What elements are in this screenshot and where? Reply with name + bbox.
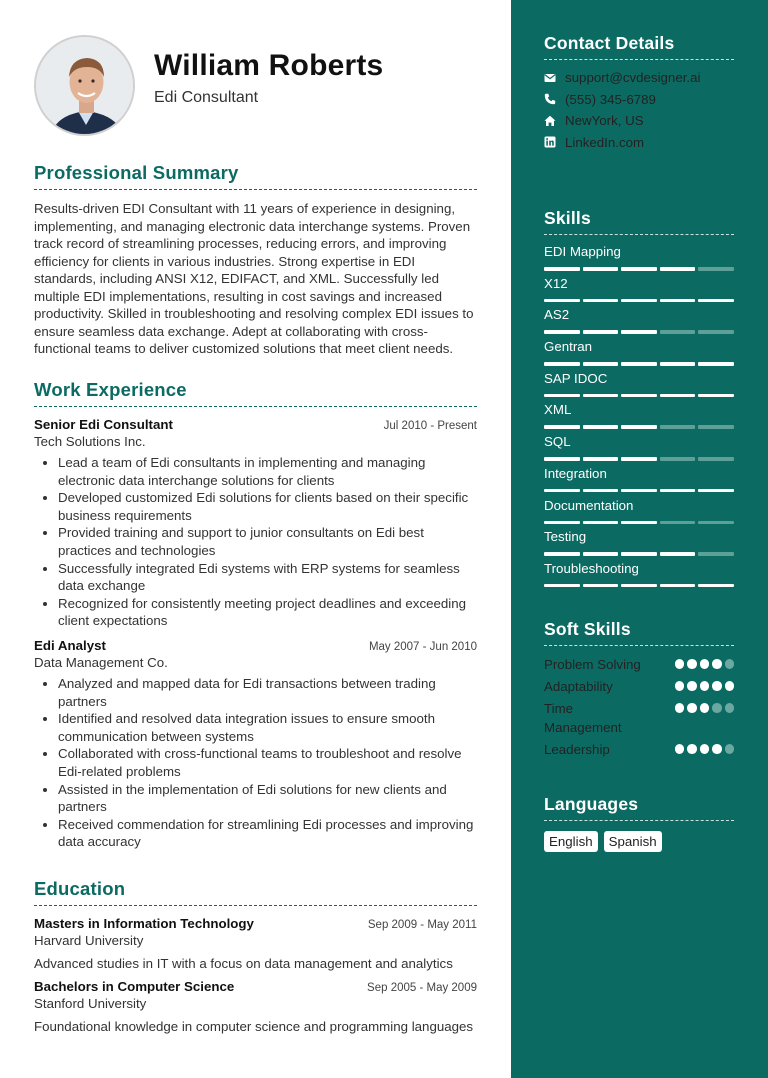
skill-name: X12 [544, 275, 568, 291]
soft-skill-name: Leadership [544, 742, 610, 757]
skill-level-bar [544, 552, 734, 556]
skill-level-segment [698, 330, 734, 334]
skill-level-segment [698, 489, 734, 493]
job-bullet: • Received commendation for streamlining Edi processes and improving data accuracy [58, 816, 477, 851]
contact-location [544, 110, 734, 132]
job-bullet: • Assisted in the implementation of Edi solutions for new clients and partners [58, 781, 477, 816]
skill-level-segment [544, 394, 580, 398]
skill-name: SAP IDOC [544, 370, 608, 386]
job-date: Jul 2010 - Present [383, 420, 477, 432]
education-section [34, 878, 477, 1034]
soft-skill-rating [675, 740, 735, 754]
job-bullets [34, 454, 477, 630]
job-bullet: • Collaborated with cross-functional teams to troubleshoot and resolve Edi-related problems [58, 745, 477, 780]
skill-level-segment [660, 457, 696, 461]
job-title: Senior Edi Consultant [34, 417, 173, 432]
work-title: Work Experience [34, 379, 187, 400]
soft-skill-item [544, 699, 734, 737]
skill-level-segment [544, 552, 580, 556]
language-list [544, 831, 734, 852]
skill-name: Documentation [544, 497, 634, 513]
skill-level-bar [544, 457, 734, 461]
soft-skill-rating [675, 677, 735, 691]
skill-level-segment [583, 394, 619, 398]
job-bullet: • Analyzed and mapped data for Edi transactions between trading partners [58, 675, 477, 710]
candidate-name: William Roberts [154, 49, 384, 82]
work-section [34, 379, 477, 851]
avatar-image [36, 37, 135, 136]
summary-text: Results-driven EDI Consultant with 11 years of experience in designing, implementing, and managing electronic data interchange systems. Proven track record of streamlining processes, reducing errors, and improving efficiency for clients in various industries. Strong expertise in EDI standards, including ANSI X12, EDIFACT, and XML. Successfully led multiple EDI implementations, resulting in cost savings and increased productivity. Skilled in troubleshooting and resolving complex EDI issues to ensure seamless data exchange. Adept at collaborating with cross-functional teams to deliver customized solutions that meet client needs. [34, 201, 474, 356]
job-title: Edi Analyst [34, 637, 106, 653]
soft-skill-item [544, 740, 734, 759]
skill-level-segment [544, 267, 580, 271]
rating-dot [725, 744, 735, 754]
skill-level-segment [583, 584, 619, 588]
school-name: Harvard University [34, 933, 144, 948]
skill-level-bar [544, 489, 734, 493]
skill-level-bar [544, 267, 734, 271]
skill-item [544, 497, 734, 529]
contact-linkedin[interactable] [544, 132, 734, 154]
skill-level-segment [621, 521, 657, 525]
skill-level-segment [583, 425, 619, 429]
skill-item [544, 275, 734, 307]
contact-linkedin-text: LinkedIn.com [565, 134, 645, 150]
education-date: Sep 2005 - May 2009 [367, 982, 477, 994]
degree-title: Masters in Information Technology [34, 916, 254, 931]
skill-level-segment [621, 362, 657, 366]
rating-dot [700, 681, 710, 691]
skill-level-segment [621, 489, 657, 493]
skill-level-segment [698, 584, 734, 588]
language-tag: Spanish [604, 831, 662, 852]
contact-title: Contact Details [544, 33, 675, 53]
skill-level-segment [583, 299, 619, 303]
skill-name: SQL [544, 434, 571, 450]
skills-divider [544, 234, 734, 235]
rating-dot [712, 703, 722, 713]
contact-phone[interactable] [544, 89, 734, 111]
skill-level-segment [698, 267, 734, 271]
skill-item [544, 401, 734, 433]
skill-level-segment [583, 489, 619, 493]
skill-level-segment [621, 425, 657, 429]
job-entry [34, 638, 477, 851]
job-bullet: • Successfully integrated Edi systems with ERP systems for seamless data exchange [58, 560, 477, 595]
rating-dot [712, 744, 722, 754]
contact-email-text: support@cvdesigner.ai [565, 70, 701, 86]
skill-name: Integration [544, 465, 607, 481]
skill-level-segment [660, 267, 696, 271]
candidate-role: Edi Consultant [154, 89, 259, 106]
skill-name: AS2 [544, 307, 570, 323]
skill-level-segment [660, 521, 696, 525]
rating-dot [675, 681, 685, 691]
contact-section [544, 33, 734, 153]
degree-title: Bachelors in Computer Science [34, 979, 235, 994]
skill-level-segment [621, 299, 657, 303]
skill-level-segment [698, 457, 734, 461]
skill-item [544, 433, 734, 465]
skill-level-segment [698, 394, 734, 398]
education-description: Advanced studies in IT with a focus on data management and analytics [34, 956, 453, 971]
contact-location-text: NewYork, US [565, 113, 644, 129]
education-date: Sep 2009 - May 2011 [367, 919, 477, 931]
skill-level-segment [621, 330, 657, 334]
skill-item [544, 560, 734, 592]
summary-title: Professional Summary [34, 162, 239, 183]
job-date: May 2007 - Jun 2010 [368, 640, 477, 653]
rating-dot [712, 659, 722, 669]
skill-item [544, 465, 734, 497]
job-bullets [34, 675, 477, 851]
skill-level-segment [544, 489, 580, 493]
skill-level-bar [544, 299, 734, 303]
soft-skills-divider [544, 645, 734, 646]
skill-name: Gentran [544, 339, 593, 355]
skill-level-segment [660, 330, 696, 334]
rating-dot [725, 659, 735, 669]
soft-skill-list [544, 655, 734, 759]
education-title: Education [34, 878, 126, 899]
skill-level-segment [660, 362, 696, 366]
skill-level-segment [621, 267, 657, 271]
skill-item [544, 528, 734, 560]
contact-divider [544, 59, 734, 60]
education-description: Foundational knowledge in computer science and programming languages [34, 1019, 474, 1034]
rating-dot [712, 681, 722, 691]
rating-dot [700, 744, 710, 754]
skill-level-segment [621, 394, 657, 398]
soft-skill-rating [675, 655, 735, 669]
skill-level-segment [660, 394, 696, 398]
rating-dot [675, 703, 685, 713]
skill-level-bar [544, 394, 734, 398]
rating-dot [687, 681, 697, 691]
job-bullet: • Identified and resolved data integration issues to ensure smooth communication between systems [58, 710, 477, 745]
education-entry [34, 916, 477, 971]
skills-title: Skills [544, 208, 591, 228]
home-icon [544, 115, 556, 127]
skill-level-bar [544, 362, 734, 366]
education-entry [34, 979, 477, 1034]
skill-level-segment [698, 362, 734, 366]
skill-level-segment [660, 489, 696, 493]
linkedin-icon [544, 136, 556, 148]
skill-level-segment [621, 552, 657, 556]
soft-skill-rating [675, 699, 735, 713]
rating-dot [675, 659, 685, 669]
skill-level-segment [583, 362, 619, 366]
email-icon [544, 72, 556, 84]
language-tag: English [544, 831, 598, 852]
skill-name: Testing [544, 529, 587, 545]
skill-level-bar [544, 330, 734, 334]
languages-divider [544, 820, 734, 821]
skill-level-segment [583, 330, 619, 334]
skill-level-segment [698, 552, 734, 556]
skill-name: XML [544, 402, 572, 418]
skill-level-segment [698, 425, 734, 429]
skill-item [544, 306, 734, 338]
rating-dot [700, 659, 710, 669]
rating-dot [687, 703, 697, 713]
education-divider [34, 905, 477, 906]
skill-item [544, 338, 734, 370]
school-name: Stanford University [34, 996, 147, 1011]
skill-level-segment [698, 299, 734, 303]
skill-level-segment [660, 425, 696, 429]
skill-level-bar [544, 425, 734, 429]
soft-skill-name: Adaptability [544, 679, 613, 694]
soft-skill-name: Problem Solving [544, 657, 641, 672]
skill-level-bar [544, 521, 734, 525]
phone-icon [544, 93, 556, 105]
job-entry [34, 417, 477, 630]
skill-level-segment [544, 362, 580, 366]
skill-name: Troubleshooting [544, 560, 639, 576]
rating-dot [687, 659, 697, 669]
job-bullet: • Developed customized Edi solutions for clients based on their specific business requirements [58, 489, 477, 524]
skill-level-segment [583, 457, 619, 461]
skill-level-segment [544, 330, 580, 334]
skill-level-segment [660, 584, 696, 588]
contact-list [544, 67, 734, 153]
rating-dot [725, 703, 735, 713]
skill-level-segment [621, 584, 657, 588]
rating-dot [725, 681, 735, 691]
rating-dot [700, 703, 710, 713]
skill-level-segment [698, 521, 734, 525]
contact-phone-text: (555) 345-6789 [565, 91, 656, 107]
skill-level-segment [544, 457, 580, 461]
skill-list [544, 243, 734, 592]
soft-skills-section [544, 619, 734, 762]
skill-level-segment [583, 552, 619, 556]
skill-item [544, 370, 734, 402]
skill-level-segment [583, 267, 619, 271]
summary-divider [34, 189, 477, 190]
skill-item [544, 243, 734, 275]
skill-level-segment [544, 584, 580, 588]
skill-level-segment [621, 457, 657, 461]
work-divider [34, 406, 477, 407]
job-bullet: • Lead a team of Edi consultants in implementing and managing electronic data interchange solutions for clients [58, 454, 477, 489]
skill-level-segment [544, 521, 580, 525]
soft-skills-title: Soft Skills [544, 619, 631, 639]
rating-dot [675, 744, 685, 754]
profile-photo [34, 35, 135, 136]
job-company: Data Management Co. [34, 654, 168, 670]
job-company: Tech Solutions Inc. [34, 434, 146, 449]
skill-level-segment [544, 299, 580, 303]
skill-name: EDI Mapping [544, 244, 621, 259]
soft-skill-name: Time Management [544, 701, 622, 735]
languages-title: Languages [544, 794, 639, 814]
soft-skill-item [544, 655, 734, 674]
summary-section [34, 162, 477, 358]
job-bullet: • Provided training and support to junior consultants on Edi best practices and technologies [58, 524, 477, 559]
job-bullet: • Recognized for consistently meeting project deadlines and exceeding client expectations [58, 595, 477, 630]
languages-section [544, 794, 734, 852]
skills-section [544, 208, 734, 592]
rating-dot [687, 744, 697, 754]
skill-level-segment [660, 552, 696, 556]
skill-level-segment [544, 425, 580, 429]
skill-level-segment [660, 299, 696, 303]
soft-skill-item [544, 677, 734, 696]
skill-level-bar [544, 584, 734, 588]
skill-level-segment [583, 521, 619, 525]
contact-email[interactable] [544, 67, 734, 89]
